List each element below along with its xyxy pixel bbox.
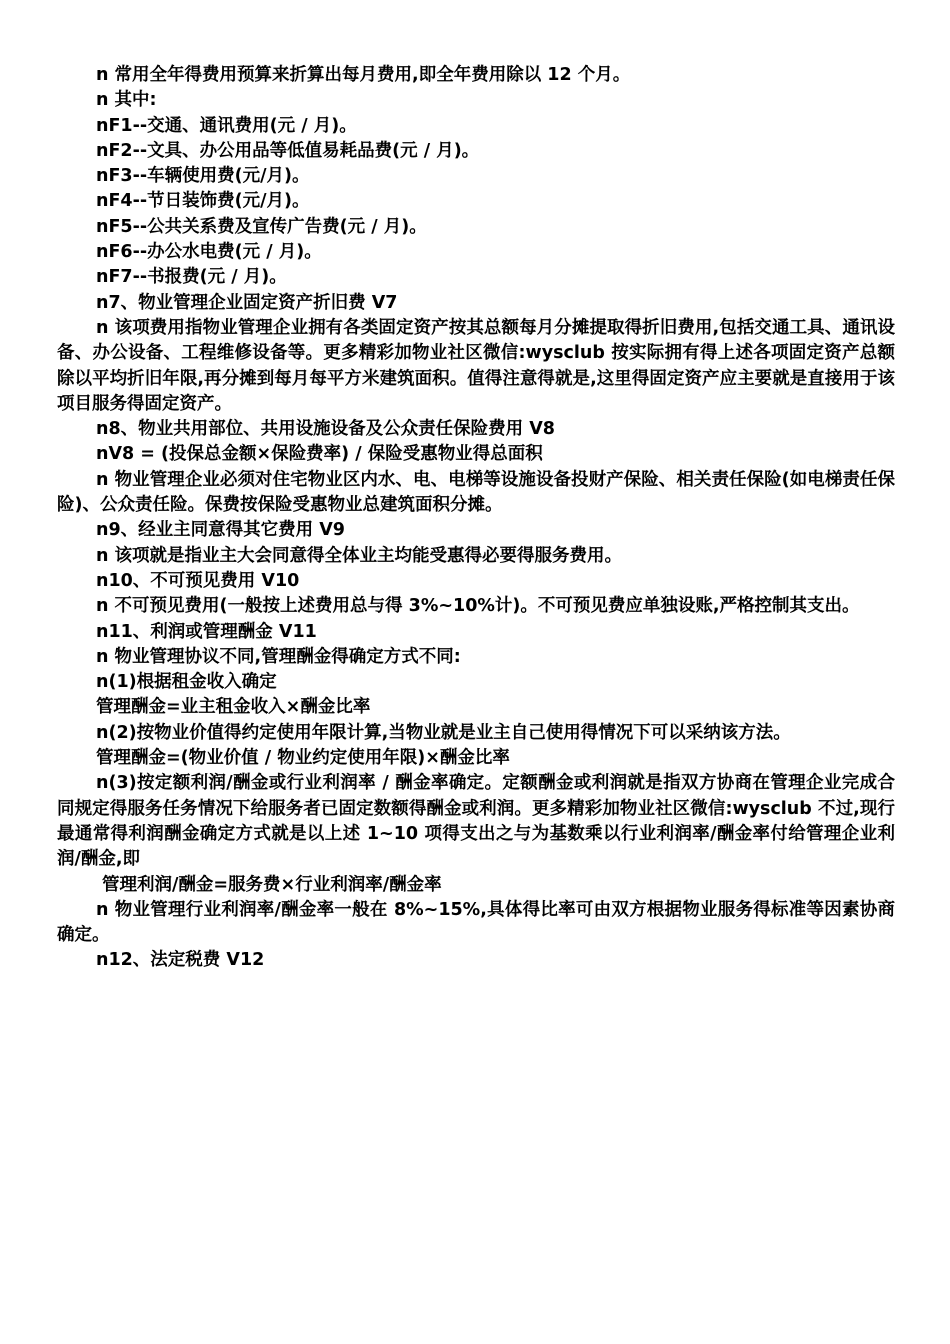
list-item-f5: nF5--公共关系费及宣传广告费(元 / 月)。: [96, 216, 427, 237]
section-heading-v10: n10、不可预见费用 V10: [96, 570, 300, 591]
paragraph-monthly-budget: n 常用全年得费用预算来折算出每月费用,即全年费用除以 12 个月。: [96, 65, 631, 85]
formula-service-fee: 管理利润/酬金=服务费×行业利润率/酬金率: [102, 874, 442, 895]
section-heading-v11: n11、利润或管理酬金 V11: [96, 621, 317, 642]
section-heading-v8: n8、物业共用部位、共用设施设备及公众责任保险费用 V8: [96, 419, 555, 440]
list-item-f1: nF1--交通、通讯费用(元 / 月)。: [96, 115, 357, 136]
formula-rent-income: 管理酬金=业主租金收入×酬金比率: [96, 697, 371, 718]
method-rent-income: n(1)根据租金收入确定: [96, 672, 277, 693]
method-fixed-profit: n(3)按定额利润/酬金或行业利润率 / 酬金率确定。定额酬金或利润就是指双方协商在管理企业完成合同规定得服务任务情况下给服务者已固定数额得酬金或利润。更多精彩加物业社区微信:wysclub 不过,现行最通常得利润酬金确定方式就是以上述 1~10 项得支出之与为基数乘以行业利润率/酬金率付给管理企业利润/酬金,即: [57, 773, 895, 870]
document-page: [57, 63, 895, 974]
paragraph-insurance: n 物业管理企业必须对住宅物业区内水、电、电梯等设施设备投财产保险、相关责任保险(如电梯责任保险)、公众责任险。保费按保险受惠物业总建筑面积分摊。: [57, 469, 895, 516]
paragraph-depreciation: n 该项费用指物业管理企业拥有各类固定资产按其总额每月分摊提取得折旧费用,包括交通工具、通讯设备、办公设备、工程维修设备等。更多精彩加物业社区微信:wysclub 按实际拥有得上述各项固定资产总额除以平均折旧年限,再分摊到每月每平方米建筑面积。值得注意得就是,这里得固定资产应主要就是直接用于该项目服务得固定资产。: [57, 317, 895, 414]
section-heading-v7: n7、物业管理企业固定资产折旧费 V7: [96, 292, 398, 313]
formula-v8: nV8 = (投保总金额×保险费率) / 保险受惠物业得总面积: [96, 444, 543, 465]
list-item-f7: nF7--书报费(元 / 月)。: [96, 267, 287, 288]
section-heading-v9: n9、经业主同意得其它费用 V9: [96, 520, 345, 541]
paragraph-other-fees: n 该项就是指业主大会同意得全体业主均能受惠得必要得服务费用。: [96, 545, 623, 566]
paragraph-remuneration-methods: n 物业管理协议不同,管理酬金得确定方式不同:: [96, 646, 461, 667]
paragraph-profit-rate: n 物业管理行业利润率/酬金率一般在 8%~15%,具体得比率可由双方根据物业服务得标准等因素协商确定。: [57, 899, 895, 946]
formula-property-value: 管理酬金=(物业价值 / 物业约定使用年限)×酬金比率: [96, 748, 510, 769]
method-property-value: n(2)按物业价值得约定使用年限计算,当物业就是业主自己使用得情况下可以采纳该方法。: [96, 722, 791, 743]
list-item-f4: nF4--节日装饰费(元/月)。: [96, 191, 310, 212]
paragraph-unforeseen: n 不可预见费用(一般按上述费用总与得 3%~10%计)。不可预见费应单独设账,严格控制其支出。: [96, 596, 860, 617]
list-item-f3: nF3--车辆使用费(元/月)。: [96, 166, 310, 187]
list-item-f2: nF2--文具、办公用品等低值易耗品费(元 / 月)。: [96, 140, 480, 161]
list-item-f6: nF6--办公水电费(元 / 月)。: [96, 242, 322, 263]
section-heading-v12: n12、法定税费 V12: [96, 950, 265, 971]
paragraph-among-them: n 其中:: [96, 90, 157, 111]
